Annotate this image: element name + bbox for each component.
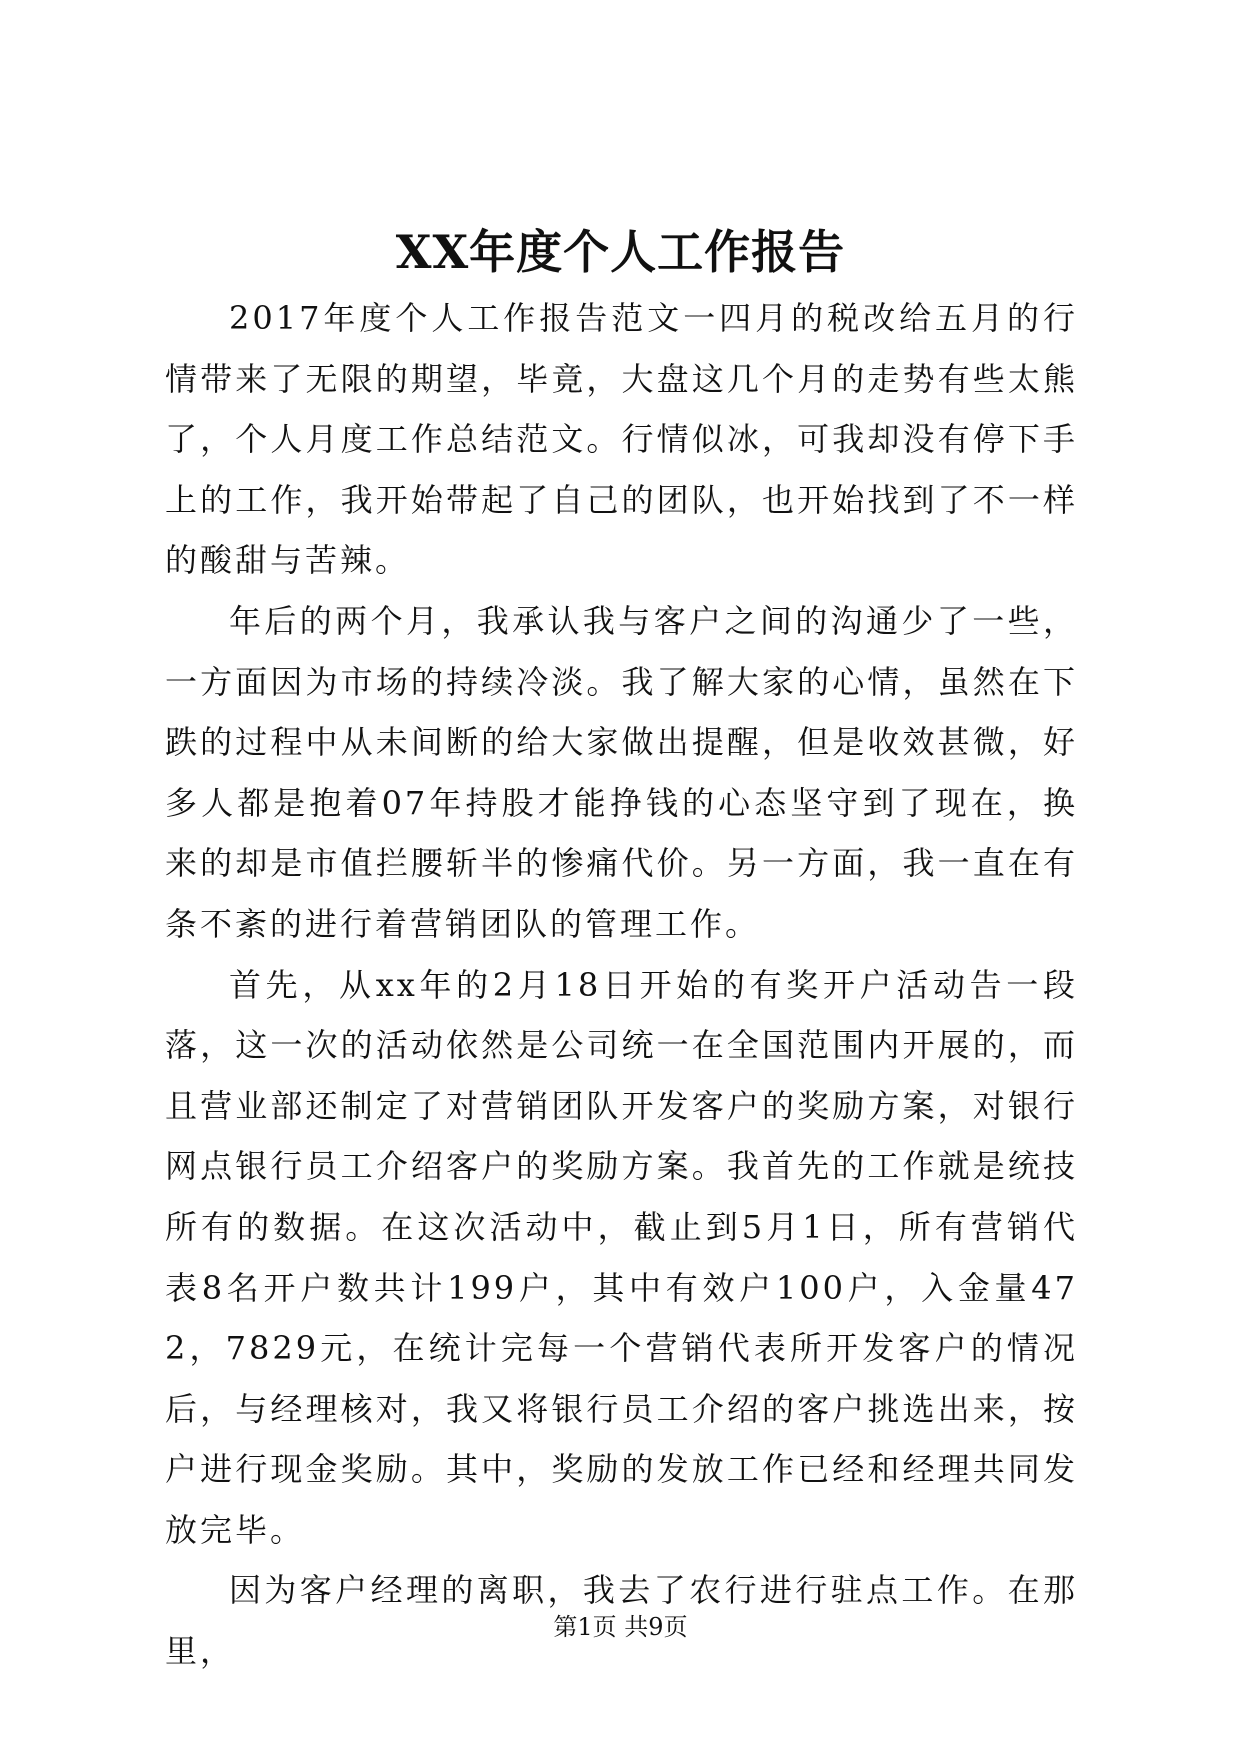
document-body — [165, 288, 1078, 1682]
page-number-indicator: 第1页 共9页 — [553, 1613, 688, 1641]
page-footer — [0, 1612, 1241, 1642]
paragraph-2: 年后的两个月，我承认我与客户之间的沟通少了一些，一方面因为市场的持续冷淡。我了解大家的心情，虽然在下跌的过程中从未间断的给大家做出提醒，但是收效甚微，好多人都是抱着07年持股才能挣钱的心态坚守到了现在，换来的却是市值拦腰斩半的惨痛代价。另一方面，我一直在有条不紊的进行着营销团队的管理工作。 — [165, 601, 1078, 943]
document-title: XX年度个人工作报告 — [395, 225, 846, 279]
paragraph-1: 2017年度个人工作报告范文一四月的税改给五月的行情带来了无限的期望，毕竟，大盘这几个月的走势有些太熊了，个人月度工作总结范文。行情似冰，可我却没有停下手上的工作，我开始带起了自己的团队，也开始找到了不一样的酸甜与苦辣。 — [165, 299, 1078, 580]
paragraph-3: 首先，从xx年的2月18日开始的有奖开户活动告一段落，这一次的活动依然是公司统一在全国范围内开展的，而且营业部还制定了对营销团队开发客户的奖励方案，对银行网点银行员工介绍客户的奖励方案。我首先的工作就是统技所有的数据。在这次活动中，截止到5月1日，所有营销代表8名开户数共计199户，其中有效户100户，入金量472，7829元，在统计完每一个营销代表所开发客户的情况后，与经理核对，我又将银行员工介绍的客户挑选出来，按户进行现金奖励。其中，奖励的发放工作已经和经理共同发放完毕。 — [165, 965, 1078, 1549]
paragraph-4: 因为客户经理的离职，我去了农行进行驻点工作。在那里， — [165, 1571, 1078, 1671]
